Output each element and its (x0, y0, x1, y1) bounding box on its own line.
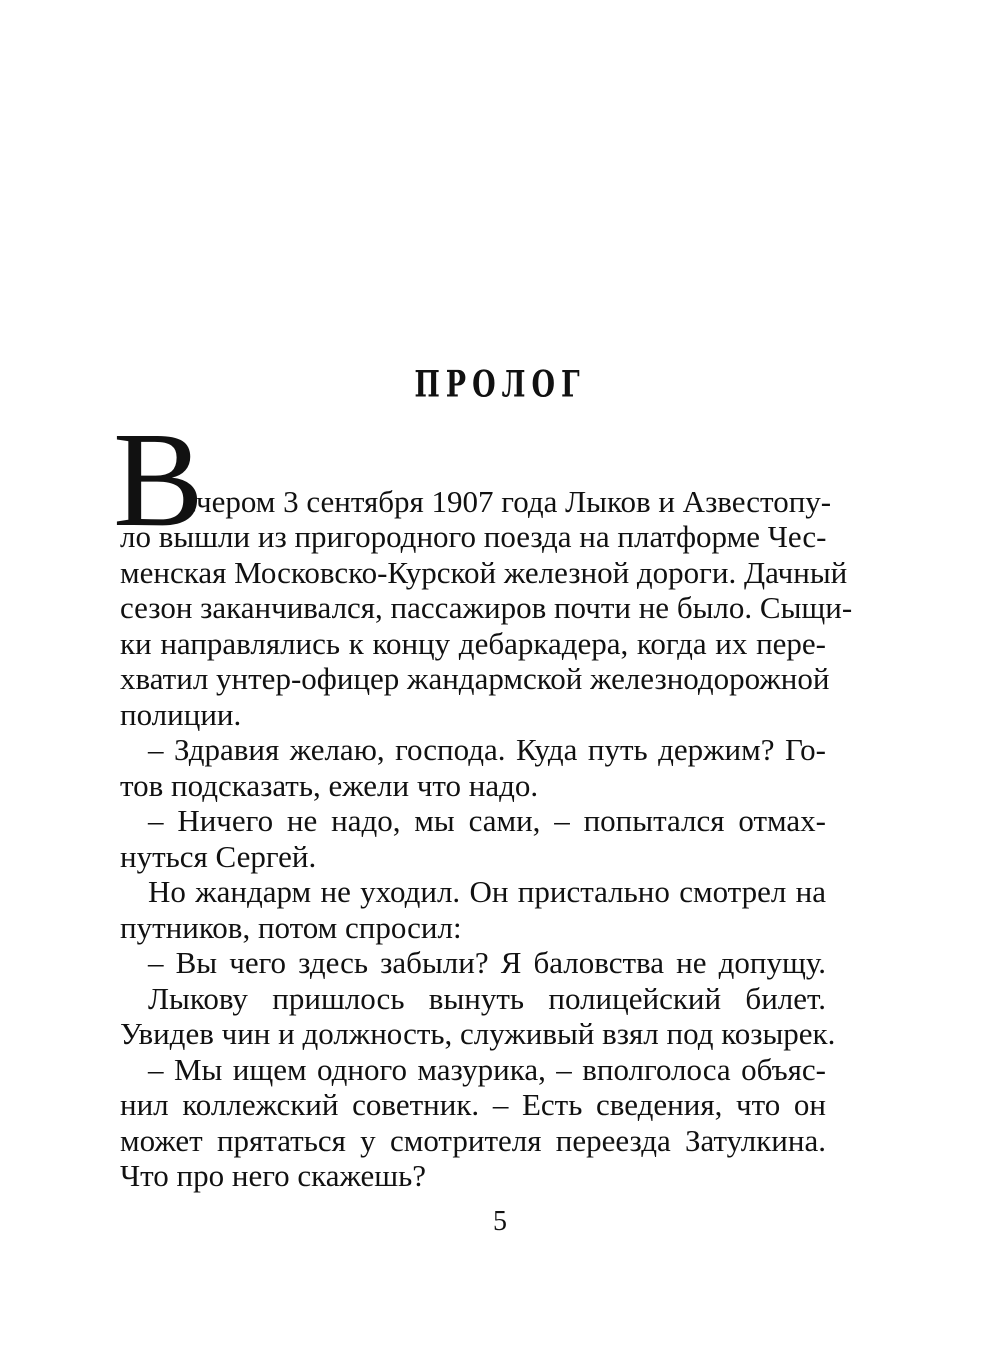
text-line: Увидев чин и должность, служивый взял под козырек. (120, 1016, 836, 1051)
drop-cap: В (113, 405, 204, 555)
chapter-title: ПРОЛОГ (414, 364, 586, 406)
text-line: хватил унтер-офицер жандармской железнодорожной (120, 661, 830, 696)
text-line: – Мы ищем одного мазурика, – вполголоса объяс- (148, 1052, 826, 1087)
page-number: 5 (493, 1206, 507, 1237)
text-line: полиции. (120, 697, 242, 732)
text-line: путников, потом спросил: (120, 910, 462, 945)
text-line: ки направлялись к концу дебаркадера, когда их пере- (120, 626, 826, 661)
text-line: Лыкову пришлось вынуть полицейский билет. (148, 981, 826, 1016)
text-line: – Вы чего здесь забыли? Я баловства не допущу. (148, 945, 826, 980)
text-line: менская Московско-Курской железной дороги. Дачный (120, 555, 848, 590)
text-line: может прятаться у смотрителя переезда Затулкина. (120, 1123, 826, 1158)
text-line: тов подсказать, ежели что надо. (120, 768, 539, 803)
text-line: Но жандарм не уходил. Он пристально смотрел на (148, 874, 826, 909)
text-line: сезон заканчивался, пассажиров почти не было. Сыщи- (120, 590, 853, 625)
text-line: – Ничего не надо, мы сами, – попытался отмах- (148, 803, 826, 838)
text-line: ечером 3 сентября 1907 года Лыков и Азвестопу- (183, 484, 832, 519)
text-line: нуться Сергей. (120, 839, 317, 874)
text-line: ло вышли из пригородного поезда на платформе Чес- (120, 519, 827, 554)
text-line: – Здравия желаю, господа. Куда путь держим? Го- (148, 732, 826, 767)
text-line: нил коллежский советник. – Есть сведения, что он (120, 1087, 826, 1122)
text-line: Что про него скажешь? (120, 1158, 427, 1193)
